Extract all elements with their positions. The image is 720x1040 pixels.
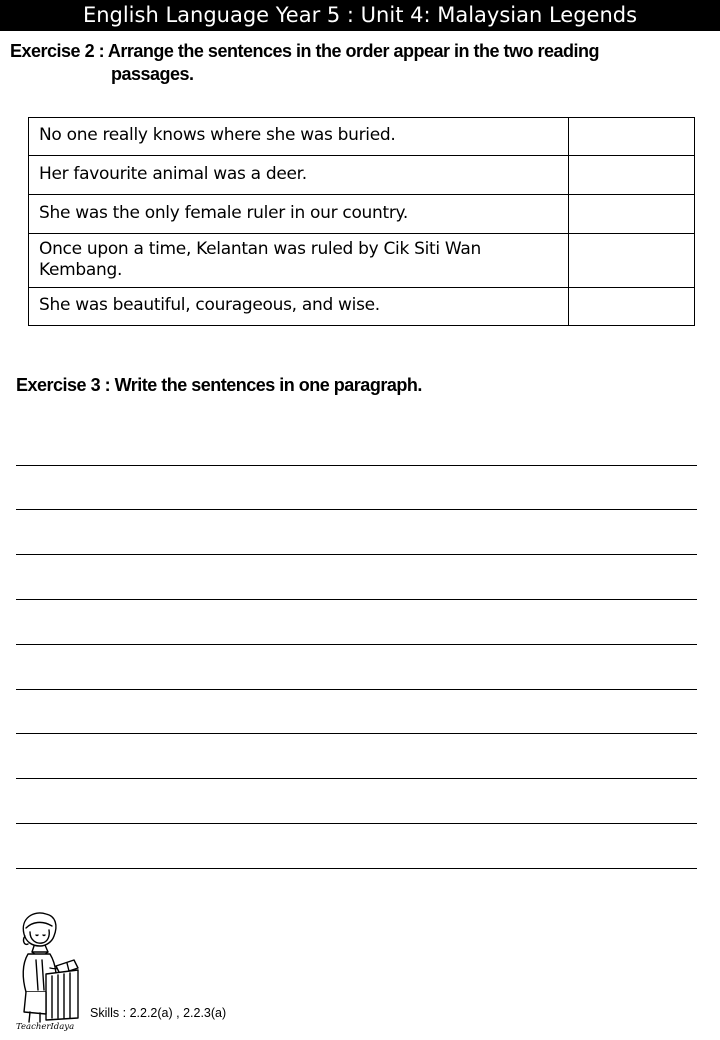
exercise-2-heading-continued: passages.	[111, 64, 194, 84]
worksheet-title: English Language Year 5 : Unit 4: Malaysian Legends	[0, 0, 720, 31]
writing-line[interactable]	[16, 644, 697, 645]
answer-box[interactable]	[569, 118, 695, 156]
table-row	[29, 288, 695, 326]
answer-box[interactable]	[569, 156, 695, 195]
table-row	[29, 195, 695, 234]
writing-line[interactable]	[16, 733, 697, 734]
svg-text:TeacherIdaya: TeacherIdaya	[16, 1022, 75, 1032]
writing-line[interactable]	[16, 778, 697, 779]
exercise-3-heading: Exercise 3 : Write the sentences in one paragraph.	[16, 375, 422, 395]
table-row	[29, 234, 695, 288]
sentence-cell: Once upon a time, Kelantan was ruled by Cik Siti Wan Kembang.	[29, 234, 569, 288]
writing-line[interactable]	[16, 868, 697, 869]
writing-line[interactable]	[16, 554, 697, 555]
writing-line[interactable]	[16, 823, 697, 824]
answer-box[interactable]	[569, 234, 695, 288]
writing-line[interactable]	[16, 599, 697, 600]
exercise-2-heading	[10, 40, 670, 86]
writing-line[interactable]	[16, 465, 697, 466]
skills-label: Skills : 2.2.2(a) , 2.2.3(a)	[90, 1006, 227, 1020]
sentence-cell: She was beautiful, courageous, and wise.	[29, 288, 569, 326]
sentence-cell: No one really knows where she was buried.	[29, 118, 569, 156]
table-row	[29, 156, 695, 195]
sentence-cell: She was the only female ruler in our country.	[29, 195, 569, 234]
teacher-idaya-logo-icon	[12, 908, 84, 1032]
exercise-2-heading-text: Exercise 2 : Arrange the sentences in the order appear in the two reading	[10, 41, 600, 61]
sentence-cell: Her favourite animal was a deer.	[29, 156, 569, 195]
sentence-order-table	[28, 117, 695, 326]
answer-box[interactable]	[569, 195, 695, 234]
writing-line[interactable]	[16, 509, 697, 510]
table-row	[29, 118, 695, 156]
writing-line[interactable]	[16, 689, 697, 690]
answer-box[interactable]	[569, 288, 695, 326]
